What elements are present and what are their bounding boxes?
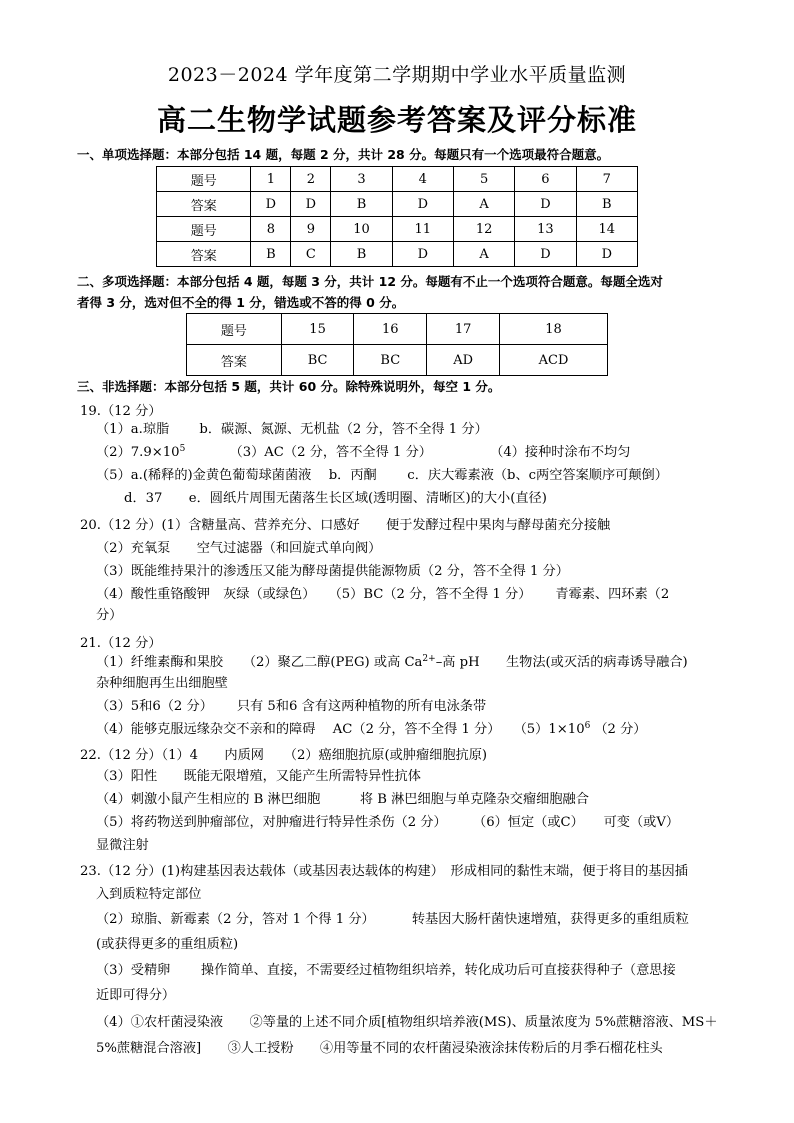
q20-line: 20.（12 分）(1）含糖量高、营养充分、口感好 便于发酵过程中果肉与酵母菌充分接触: [80, 518, 611, 533]
question-number: 1: [251, 167, 291, 192]
answer-text: （3）AC（2 分，答不全得 1 分）: [229, 445, 432, 460]
row-label: 题号: [187, 314, 282, 345]
q19-line: （5）a.(稀释的)金黄色葡萄球菌菌液 b．丙酮 c．庆大霉素液（b、c两空答案顺序可颠倒）: [96, 468, 668, 483]
row-label: 答案: [157, 192, 251, 217]
q23-line: (或获得更多的重组质粒): [96, 937, 239, 952]
table-row: [157, 242, 638, 267]
answer-cell: D: [392, 192, 453, 217]
section2-heading-line2: 者得 3 分，选对但不全的得 1 分，错选或不答的得 0 分。: [77, 295, 405, 310]
answer-cell: BC: [354, 345, 427, 376]
question-number: 9: [291, 217, 331, 242]
row-label: 题号: [157, 217, 251, 242]
answer-text: （4）接种时涂布不均匀: [490, 445, 631, 460]
question-number: 13: [515, 217, 576, 242]
answer-cell: A: [453, 192, 514, 217]
q21-line: （3）5和6（2 分） 只有 5和6 含有这两种植物的所有电泳条带: [96, 699, 487, 714]
answer-cell: D: [251, 192, 291, 217]
row-label: 题号: [157, 167, 251, 192]
question-number: 10: [331, 217, 392, 242]
q20-line: 分）: [96, 608, 123, 623]
question-number: 12: [453, 217, 514, 242]
question-number: 3: [331, 167, 392, 192]
question-number: 16: [354, 314, 427, 345]
q19-line: d．37 e．圆纸片周围无菌落生长区域(透明圈、清晰区)的大小(直径): [124, 491, 547, 506]
q22-line: 22.（12 分）（1）4 内质网 （2）癌细胞抗原(或肿瘤细胞抗原): [80, 748, 488, 763]
answer-cell: B: [576, 192, 637, 217]
q19-line: [96, 420, 746, 440]
answer-cell: A: [453, 242, 514, 267]
question-number: 17: [427, 314, 500, 345]
answer-cell: D: [392, 242, 453, 267]
table-row: [187, 314, 608, 345]
question-number: 18: [500, 314, 608, 345]
table-row: [157, 192, 638, 217]
q23-line: （4）①农杆菌浸染液 ②等量的上述不同介质[植物组织培养液(MS)、质量浓度为 5%蔗糖溶液、MS＋: [96, 1015, 718, 1030]
q21-line: [96, 720, 746, 740]
q23-line: 5%蔗糖混合溶液] ③人工授粉 ④用等量不同的农杆菌浸染液涂抹传粉后的月季石榴花柱头: [96, 1041, 663, 1056]
exam-term-title: 2023－2024 学年度第二学期期中学业水平质量监测: [167, 64, 627, 86]
question-number: 15: [281, 314, 354, 345]
answer-cell: BC: [281, 345, 354, 376]
q23-line: 23.（12 分）(1)构建基因表达载体（或基因表达载体的构建） 形成相同的黏性末端，便于将目的基因插: [80, 864, 688, 879]
answer-text: （2）7.9×105: [96, 443, 186, 460]
answer-text: （1）a.琼脂: [96, 422, 170, 437]
question-number: 14: [576, 217, 637, 242]
q23-line: （2）琼脂、新霉素（2 分，答对 1 个得 1 分） 转基因大肠杆菌快速增殖，获得更多的重组质粒: [96, 912, 689, 927]
single-choice-answer-table: [156, 166, 638, 267]
question-number: 2: [291, 167, 331, 192]
q22-line: 显微注射: [96, 838, 149, 853]
question-number: 5: [453, 167, 514, 192]
q22-line: （3）阳性 既能无限增殖，又能产生所需特异性抗体: [96, 769, 421, 784]
answer-cell: ACD: [500, 345, 608, 376]
q21-title: 21.（12 分）: [80, 636, 162, 651]
answer-cell: D: [515, 242, 576, 267]
answer-cell: B: [331, 242, 392, 267]
q22-line: （4）刺激小鼠产生相应的 B 淋巴细胞 将 B 淋巴细胞与单克隆杂交瘤细胞融合: [96, 792, 589, 807]
question-number: 11: [392, 217, 453, 242]
question-number: 7: [576, 167, 637, 192]
row-label: 答案: [157, 242, 251, 267]
q20-line: （3）既能维持果汁的渗透压又能为酵母菌提供能源物质（2 分，答不全得 1 分）: [96, 564, 569, 579]
answer-text: （4）能够克服远缘杂交不亲和的障碍 AC（2 分，答不全得 1 分） （5）1×106 （2 分）: [96, 720, 647, 737]
answer-text: （1）纤维素酶和果胶 （2）聚乙二醇(PEG) 或高 Ca2+–高 pH 生物法(或灭活的病毒诱导融合): [96, 653, 688, 670]
q23-line: 近即可得分）: [96, 988, 176, 1003]
table-row: [157, 167, 638, 192]
q19-line: [96, 443, 746, 463]
answer-cell: B: [251, 242, 291, 267]
q22-line: （5）将药物送到肿瘤部位，对肿瘤进行特异性杀伤（2 分） （6）恒定（或C） 可变（或V）: [96, 815, 680, 830]
question-number: 8: [251, 217, 291, 242]
q19-title: 19.（12 分）: [80, 404, 162, 419]
section3-heading: 三、非选择题：本部分包括 5 题，共计 60 分。除特殊说明外，每空 1 分。: [77, 379, 501, 394]
q23-line: （3）受精卵 操作简单、直接，不需要经过植物组织培养，转化成功后可直接获得种子（意思接: [96, 963, 676, 978]
question-number: 4: [392, 167, 453, 192]
q23-line: 入到质粒特定部位: [96, 887, 202, 902]
section2-heading-line1: 二、多项选择题：本部分包括 4 题，每题 3 分，共计 12 分。每题有不止一个选项符合题意。每题全选对: [77, 274, 663, 289]
answer-cell: D: [576, 242, 637, 267]
answer-cell: AD: [427, 345, 500, 376]
answer-text: b．碳源、氮源、无机盐（2 分，答不全得 1 分）: [199, 422, 488, 437]
question-number: 6: [515, 167, 576, 192]
table-row: [157, 217, 638, 242]
row-label: 答案: [187, 345, 282, 376]
section1-heading: 一、单项选择题：本部分包括 14 题，每题 2 分，共计 28 分。每题只有一个选项最符合题意。: [77, 147, 610, 162]
multiple-choice-answer-table: [186, 313, 608, 376]
q20-line: （2）充氧泵 空气过滤器（和回旋式单向阀）: [96, 541, 382, 556]
q21-line: [96, 653, 746, 673]
answer-cell: D: [291, 192, 331, 217]
table-row: [187, 345, 608, 376]
answer-cell: C: [291, 242, 331, 267]
q20-line: （4）酸性重铬酸钾 灰绿（或绿色） （5）BC（2 分，答不全得 1 分） 青霉素、四环素（2: [96, 587, 670, 602]
answer-cell: B: [331, 192, 392, 217]
answer-cell: D: [515, 192, 576, 217]
q21-line: 杂种细胞再生出细胞壁: [96, 676, 228, 691]
page-title: 高二生物学试题参考答案及评分标准: [156, 103, 637, 137]
